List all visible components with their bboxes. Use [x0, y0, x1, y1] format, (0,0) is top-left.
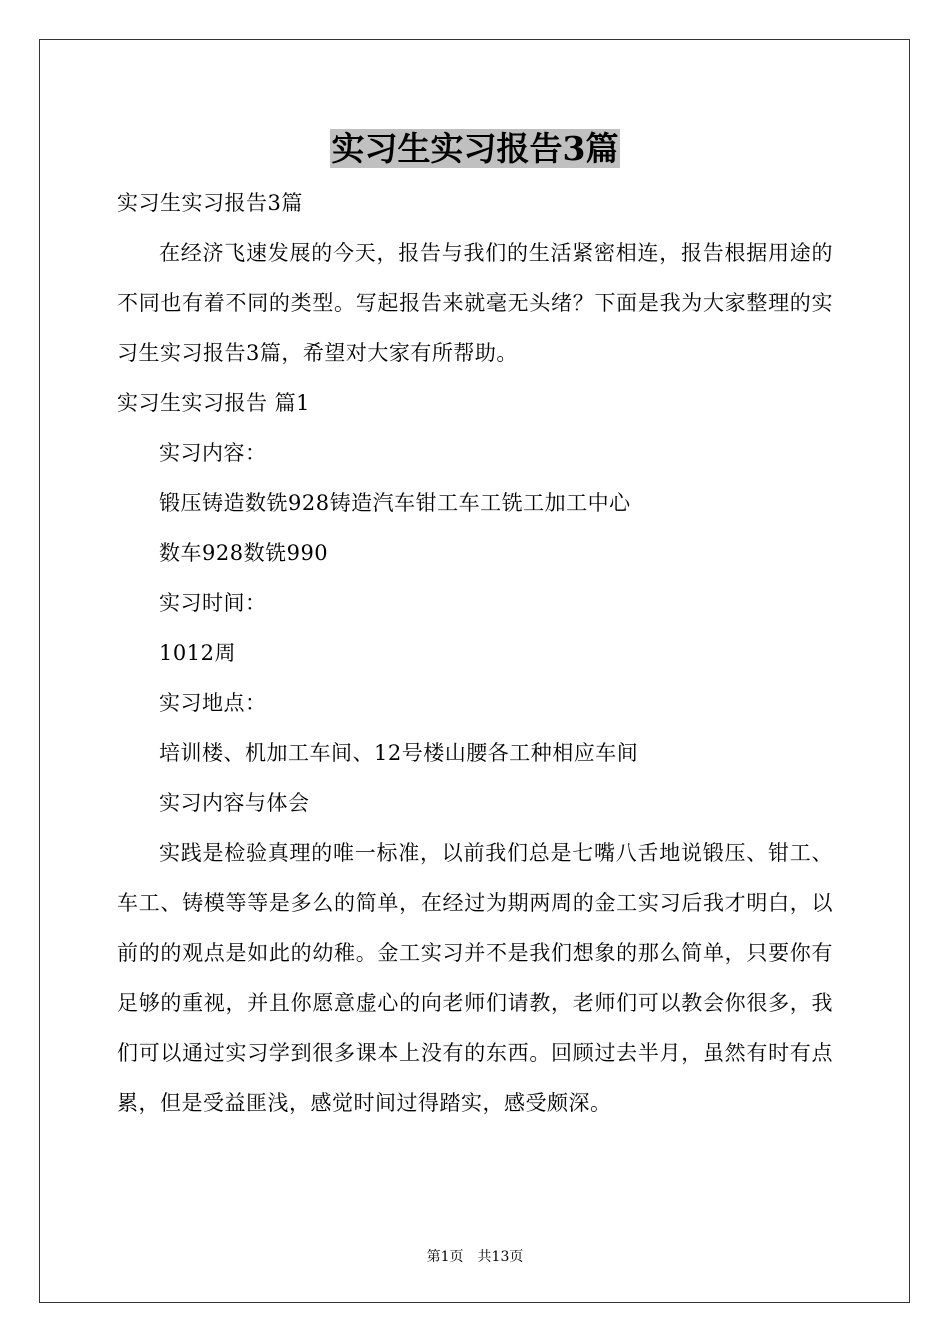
- time-label: 实习时间：: [159, 591, 267, 615]
- section-heading: 实习生实习报告 篇1: [117, 391, 311, 415]
- time-value: 1012周: [159, 641, 236, 665]
- document-subtitle: 实习生实习报告3篇: [117, 191, 303, 215]
- page-footer: [0, 1247, 950, 1267]
- document-title: [0, 126, 950, 172]
- document-title-text: 实习生实习报告3篇: [331, 129, 619, 168]
- place-label: 实习地点：: [159, 691, 267, 715]
- document-body: [117, 178, 833, 1128]
- experience-heading: 实习内容与体会: [159, 791, 310, 815]
- content-label: 实习内容：: [159, 441, 267, 465]
- content-line-1: 锻压铸造数铣928铸造汽车钳工车工铣工加工中心: [159, 491, 631, 515]
- place-value: 培训楼、机加工车间、12号楼山腰各工种相应车间: [159, 741, 639, 765]
- intro-paragraph: 在经济飞速发展的今天，报告与我们的生活紧密相连，报告根据用途的不同也有着不同的类型。写起报告来就毫无头绪？下面是我为大家整理的实习生实习报告3篇，希望对大家有所帮助。: [117, 241, 833, 365]
- page-total: 共13页: [477, 1249, 524, 1265]
- experience-paragraph: 实践是检验真理的唯一标准，以前我们总是七嘴八舌地说锻压、钳工、车工、铸模等等是多么的简单，在经过为期两周的金工实习后我才明白，以前的的观点是如此的幼稚。金工实习并不是我们想象的那么简单，只要你有足够的重视，并且你愿意虚心的向老师们请教，老师们可以教会你很多，我们可以通过实习学到很多课本上没有的东西。回顾过去半月，虽然有时有点累，但是受益匪浅，感觉时间过得踏实，感受颇深。: [117, 841, 833, 1115]
- content-line-2: 数车928数铣990: [159, 541, 329, 565]
- page-number: 第1页: [426, 1249, 464, 1265]
